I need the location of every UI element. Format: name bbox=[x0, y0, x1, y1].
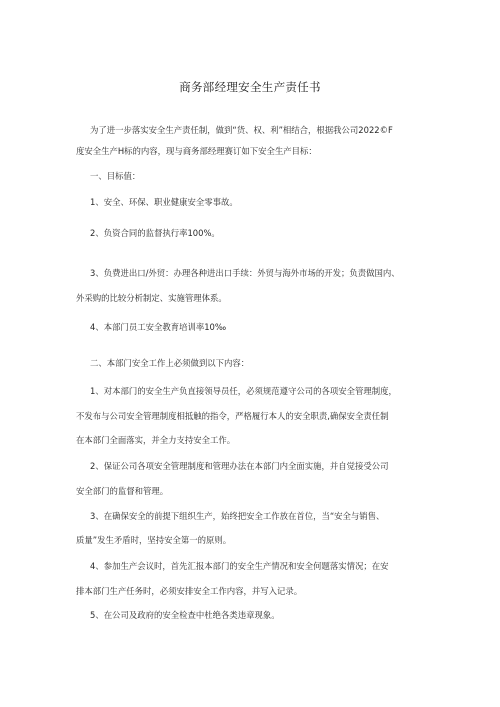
list-item: 4、参加生产会议时，首先汇报本部门的安全生产情况和安全何题落实情况；在安 bbox=[90, 561, 389, 571]
list-item: 2、保证公司各项安全管理制度和管理办法在本部门内全面实施，并自觉接受公司 bbox=[90, 461, 389, 471]
section-heading: 一、目标值： bbox=[90, 171, 141, 181]
list-item: 1、对本部门的安全生产负直接领导员任，必须规范遵守公司的各项安全管理制度， bbox=[90, 386, 397, 396]
list-item: 1、安全、环保、职业健康安全零事故。 bbox=[90, 197, 238, 207]
paragraph-line: 度安全生产H标的内容，现与商务部经理赛订如下安全生产目标： bbox=[76, 146, 317, 156]
paragraph-line: 在本部门全面落实，并全力支持安全工作。 bbox=[76, 435, 236, 445]
list-item: 4、本部门员工安全教育培训率10‰ bbox=[90, 322, 227, 332]
list-item: 2、负资合同的监督执行率100%。 bbox=[90, 228, 220, 238]
paragraph-line: 质量”发生矛盾时，坚持安全第一的原则。 bbox=[76, 535, 232, 545]
paragraph-line: 外采购的比较分析制定、实施管理体系。 bbox=[76, 293, 227, 303]
paragraph-line: 为了进一步落实安全生产责任制，做到“货、权、利”相结合，根据我公司2022©F bbox=[90, 125, 393, 135]
document-title: 商务部经理安全生产责任书 bbox=[179, 80, 321, 94]
paragraph-line: 不发布与公司安全管理制度相抵触的指令，严格履行本人的安全职责,确保安全责任制 bbox=[76, 411, 389, 421]
list-item: 5、在公司及政府的安全检查中杜绝各类违章现象。 bbox=[90, 610, 280, 620]
paragraph-line: 排本部门生产任务时，必须安排安全工作内容，并写入记录。 bbox=[76, 586, 303, 596]
list-item: 3、负费进出口/外贸：办理各种进出口手续：外贸与海外市场的开发；负责做国内、 bbox=[90, 268, 400, 278]
section-heading: 二、本部门安全工作上必须做到以下内容： bbox=[90, 358, 250, 368]
list-item: 3、在确保安全的前提下组织生产，始终把安全工作放在首位，当“安全与销售、 bbox=[90, 511, 385, 521]
paragraph-line: 安全部门的监督和管理。 bbox=[76, 486, 169, 496]
